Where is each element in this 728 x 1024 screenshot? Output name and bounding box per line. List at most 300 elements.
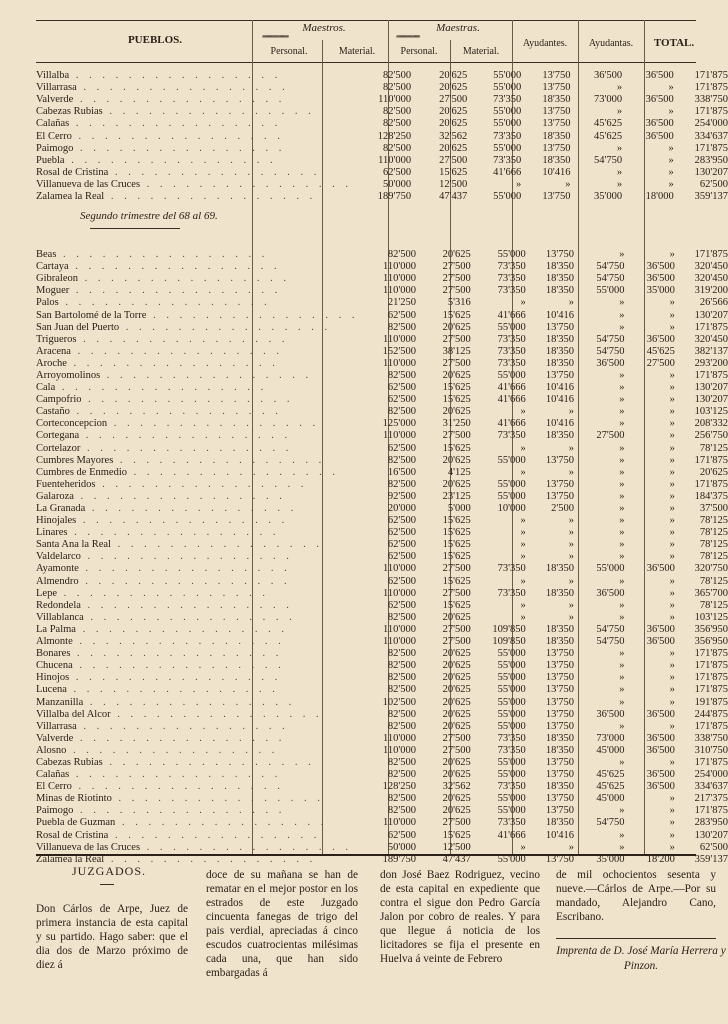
row-town-name xyxy=(36,745,358,757)
cell-value: 54'750 xyxy=(596,636,625,648)
cell-value: 13'750 xyxy=(542,70,571,82)
cell-value: 55'000 xyxy=(497,672,526,684)
cell-value: » xyxy=(669,369,675,381)
cell-value: 55'000 xyxy=(497,648,526,660)
cell-value: » xyxy=(668,142,674,154)
town-name: Villanueva de las Cruces xyxy=(36,841,141,853)
cell-value: » xyxy=(619,454,625,466)
cell-value: 62'500 xyxy=(387,515,416,527)
cell-value: 171'875 xyxy=(694,70,728,82)
cell-value: 55'000 xyxy=(493,142,522,154)
town-name: Cabezas Rubias xyxy=(36,756,103,768)
cell-value: 18'350 xyxy=(542,130,571,142)
town-name: Hinojales xyxy=(36,515,77,527)
cell-value: 36'500 xyxy=(645,94,674,106)
cell-value: 78'125 xyxy=(699,515,728,527)
cell-value: 2'500 xyxy=(551,503,575,515)
cell-value: 54'750 xyxy=(596,273,625,285)
cell-value: 36'500 xyxy=(645,130,674,142)
cell-value: » xyxy=(619,829,625,841)
cell-value: 13'750 xyxy=(545,720,575,732)
cell-value: 36'500 xyxy=(646,623,675,635)
cell-value: 41'666 xyxy=(497,418,526,430)
cell-value: 15'625 xyxy=(442,575,471,587)
cell-value: 20'625 xyxy=(442,696,471,708)
leader-dots: . . . . . . . . . . . . . . . . xyxy=(67,527,280,539)
leader-dots: . . . . . . . . . . . . . . . . xyxy=(102,106,315,118)
cell-value: 256'750 xyxy=(694,430,728,442)
cell-value: 110'000 xyxy=(382,563,416,575)
cell-value: 54'750 xyxy=(596,623,625,635)
cell-value: 82'500 xyxy=(387,611,416,623)
cell-value: 82'500 xyxy=(382,118,412,130)
cell-value: 110'000 xyxy=(382,636,416,648)
juzgados-text-1: Don Cárlos de Arpe, Juez de primera instancia de esta capital y su partido. Hago saber: que el dia dos de Marzo próximo de diez á xyxy=(36,903,188,971)
cell-value: 15'625 xyxy=(442,515,471,527)
table-row xyxy=(36,467,728,479)
cell-value: 41'666 xyxy=(497,394,526,406)
cell-value: 293'200 xyxy=(694,357,728,369)
cell-value: 20'625 xyxy=(442,648,471,660)
cell-value: 130'207 xyxy=(694,309,728,321)
cell-value: » xyxy=(619,503,625,515)
row-town-name xyxy=(36,539,358,551)
cell-value: » xyxy=(669,418,675,430)
table-row xyxy=(36,322,728,334)
cell-value: » xyxy=(568,841,575,853)
cell-value: » xyxy=(669,490,675,502)
cell-value: 73'350 xyxy=(497,587,526,599)
table-row xyxy=(36,612,728,624)
cell-value: 15'625 xyxy=(439,166,468,178)
cell-value: 55'000 xyxy=(493,70,522,82)
juzgados-text-4: de mil ochocientos sesenta y nueve.—Cárlos de Arpe.—Por su mandado, Alejandro Cano, Escribano. xyxy=(556,869,716,923)
town-name: Corteconcepcion xyxy=(36,418,108,430)
table-row xyxy=(36,406,728,418)
table-row xyxy=(36,563,728,575)
table-row xyxy=(36,443,728,455)
cell-value: 18'350 xyxy=(545,587,575,599)
cell-value: » xyxy=(668,106,674,118)
section-title: Segundo trimestre del 68 al 69. xyxy=(80,210,218,222)
cell-value: 45'625 xyxy=(594,118,623,130)
cell-value: 13'750 xyxy=(545,672,575,684)
cell-value: 125'000 xyxy=(382,418,416,430)
cell-value: » xyxy=(669,309,675,321)
leader-dots: . . . . . . . . . . . . . . . . xyxy=(113,454,326,466)
ornament-rule: ªªªªªªªªªªªªªªªªªªªªªªªªªªªª xyxy=(262,34,289,42)
cell-value: 45'625 xyxy=(594,130,623,142)
leader-dots: . . . . . . . . . . . . . . . . xyxy=(111,793,324,805)
cell-value: » xyxy=(616,166,623,178)
cell-value: 54'750 xyxy=(596,817,625,829)
cell-value: 15'625 xyxy=(442,442,471,454)
cell-value: 10'416 xyxy=(545,829,575,841)
leader-dots: . . . . . . . . . . . . . . . . xyxy=(76,720,289,732)
table-row xyxy=(36,624,728,636)
town-name: Calañas xyxy=(36,769,70,781)
cell-value: » xyxy=(669,575,675,587)
cell-value: » xyxy=(616,82,623,94)
row-town-name xyxy=(36,143,352,155)
cell-value: 20'625 xyxy=(442,769,471,781)
leader-dots: . . . . . . . . . . . . . . . . xyxy=(66,684,279,696)
cell-value: 36'500 xyxy=(646,563,675,575)
leader-dots: . . . . . . . . . . . . . . . . xyxy=(146,309,359,321)
leader-dots: . . . . . . . . . . . . . . . . xyxy=(140,178,353,190)
cell-value: 110'000 xyxy=(382,587,416,599)
cell-value: » xyxy=(520,841,526,853)
cell-value: » xyxy=(520,551,526,563)
cell-value: 62'500 xyxy=(387,382,416,394)
cell-value: 130'207 xyxy=(694,394,728,406)
cell-value: 320'450 xyxy=(694,333,728,345)
cell-value: 171'875 xyxy=(694,684,728,696)
cell-value: 36'500 xyxy=(646,732,675,744)
cell-value: 21'250 xyxy=(387,297,416,309)
header-maestros: Maestros. xyxy=(302,22,346,34)
cell-value: 20'625 xyxy=(442,321,471,333)
town-name: Villablanca xyxy=(36,611,84,623)
table-row xyxy=(36,600,728,612)
cell-value: » xyxy=(568,575,575,587)
cell-value: 171'875 xyxy=(694,648,728,660)
leader-dots: . . . . . . . . . . . . . . . . xyxy=(107,418,320,430)
cell-value: 45'000 xyxy=(596,744,625,756)
cell-value: 310'750 xyxy=(694,744,728,756)
cell-value: 73'350 xyxy=(497,563,526,575)
town-name: Almonte xyxy=(36,636,73,648)
row-town-name xyxy=(36,430,358,442)
cell-value: 36'500 xyxy=(596,357,625,369)
table-row xyxy=(36,273,728,285)
cell-value: 45'625 xyxy=(596,781,625,793)
cell-value: » xyxy=(520,539,526,551)
cell-value: 18'350 xyxy=(545,732,575,744)
town-name: Alosno xyxy=(36,744,67,756)
town-name: Paimogo xyxy=(36,142,74,154)
cell-value: 27'500 xyxy=(442,285,471,297)
cell-value: » xyxy=(668,166,674,178)
cell-value: 50'000 xyxy=(387,841,416,853)
cell-value: » xyxy=(619,394,625,406)
cell-value: 13'750 xyxy=(545,853,575,865)
row-town-name xyxy=(36,491,358,503)
leader-dots: . . . . . . . . . . . . . . . . xyxy=(70,345,283,357)
town-name: Redondela xyxy=(36,599,81,611)
cell-value: » xyxy=(619,418,625,430)
row-town-name xyxy=(36,515,358,527)
cell-value: 54'750 xyxy=(596,333,625,345)
cell-value: 27'500 xyxy=(442,623,471,635)
leader-dots: . . . . . . . . . . . . . . . . xyxy=(69,406,282,418)
cell-value: 73'000 xyxy=(594,94,623,106)
table-row xyxy=(36,297,728,309)
cell-value: 184'375 xyxy=(694,490,728,502)
row-town-name xyxy=(36,382,358,394)
row-town-name xyxy=(36,249,358,261)
cell-value: 10'416 xyxy=(542,166,571,178)
town-name: Manzanilla xyxy=(36,696,84,708)
cell-value: 36'500 xyxy=(594,70,623,82)
cell-value: 82'500 xyxy=(387,249,416,261)
cell-value: 130'207 xyxy=(694,382,728,394)
cell-value: 38'125 xyxy=(442,345,471,357)
cell-value: 73'350 xyxy=(497,285,526,297)
town-name: Arroyomolinos xyxy=(36,369,101,381)
cell-value: 27'500 xyxy=(442,732,471,744)
cell-value: 208'332 xyxy=(694,418,728,430)
leader-dots: . . . . . . . . . . . . . . . . xyxy=(115,817,328,829)
cell-value: 171'875 xyxy=(694,142,728,154)
cell-value: 283'950 xyxy=(694,154,728,166)
row-town-name xyxy=(36,757,358,769)
cell-value: 18'350 xyxy=(545,345,575,357)
row-town-name xyxy=(36,479,358,491)
cell-value: 26'566 xyxy=(699,297,728,309)
cell-value: 20'625 xyxy=(442,672,471,684)
cell-value: 382'137 xyxy=(694,345,728,357)
cell-value: 20'625 xyxy=(442,249,471,261)
cell-value: » xyxy=(568,599,575,611)
cell-value: 82'500 xyxy=(382,106,412,118)
cell-value: 78'125 xyxy=(699,539,728,551)
leader-dots: . . . . . . . . . . . . . . . . xyxy=(110,708,323,720)
cell-value: 110'000 xyxy=(382,261,416,273)
cell-value: 50'000 xyxy=(382,178,412,190)
town-name: Villalba del Alcor xyxy=(36,708,111,720)
juzgados-title: JUZGADOS. xyxy=(72,864,147,878)
table-row xyxy=(36,309,728,321)
cell-value: 78'125 xyxy=(699,599,728,611)
cell-value: 55'000 xyxy=(497,660,526,672)
cell-value: 18'350 xyxy=(545,430,575,442)
town-name: Beas xyxy=(36,249,57,261)
cell-value: 338'750 xyxy=(694,94,728,106)
cell-value: 45'000 xyxy=(596,793,625,805)
cell-value: 55'000 xyxy=(493,190,522,202)
cell-value: 55'000 xyxy=(493,118,522,130)
table-row xyxy=(36,430,728,442)
cell-value: » xyxy=(669,442,675,454)
leader-dots: . . . . . . . . . . . . . . . . xyxy=(73,94,286,106)
cell-value: 62'500 xyxy=(387,527,416,539)
cell-value: 338'750 xyxy=(694,732,728,744)
cell-value: » xyxy=(619,382,625,394)
cell-value: 27'500 xyxy=(442,636,471,648)
cell-value: » xyxy=(619,297,625,309)
leader-dots: . . . . . . . . . . . . . . . . xyxy=(83,696,296,708)
cell-value: » xyxy=(669,599,675,611)
cell-value: 10'416 xyxy=(545,418,575,430)
town-name: Villanueva de las Cruces xyxy=(36,178,141,190)
cell-value: 36'500 xyxy=(646,769,675,781)
cell-value: 110'000 xyxy=(382,744,416,756)
cell-value: 20'625 xyxy=(439,142,468,154)
cell-value: » xyxy=(619,442,625,454)
cell-value: 13'750 xyxy=(545,454,575,466)
cell-value: » xyxy=(669,527,675,539)
town-name: Linares xyxy=(36,527,68,539)
cell-value: 189'750 xyxy=(382,853,416,865)
cell-value: » xyxy=(669,478,675,490)
cell-value: 36'500 xyxy=(646,333,675,345)
table-row xyxy=(36,660,728,672)
table-row xyxy=(36,588,728,600)
cell-value: 62'500 xyxy=(699,178,728,190)
cell-value: » xyxy=(619,672,625,684)
table-row xyxy=(36,636,728,648)
leader-dots: . . . . . . . . . . . . . . . . xyxy=(110,539,323,551)
cell-value: 27'500 xyxy=(442,563,471,575)
cell-value: » xyxy=(668,154,674,166)
town-name: Santa Ana la Real xyxy=(36,539,111,551)
cell-value: 13'750 xyxy=(545,660,575,672)
cell-value: » xyxy=(619,478,625,490)
table-row xyxy=(36,684,728,696)
title-dash xyxy=(100,884,114,885)
header-maestras: Maestras. xyxy=(436,22,480,34)
cell-value: 54'750 xyxy=(596,261,625,273)
cell-value: 15'625 xyxy=(442,527,471,539)
leader-dots: . . . . . . . . . . . . . . . . xyxy=(126,466,339,478)
town-name: Villarrasa xyxy=(36,82,77,94)
cell-value: » xyxy=(568,551,575,563)
cell-value: 82'500 xyxy=(387,708,416,720)
cell-value: 73'350 xyxy=(497,781,526,793)
cell-value: 13'750 xyxy=(542,82,571,94)
cell-value: » xyxy=(568,611,575,623)
town-name: Minas de Riotinto xyxy=(36,793,112,805)
cell-value: 55'000 xyxy=(493,106,522,118)
cell-value: » xyxy=(669,454,675,466)
cell-value: 73'350 xyxy=(497,732,526,744)
leader-dots: . . . . . . . . . . . . . . . . xyxy=(75,623,288,635)
cell-value: 334'637 xyxy=(694,781,728,793)
header-bottom-rule xyxy=(36,62,696,63)
table-row xyxy=(36,551,728,563)
cell-value: » xyxy=(669,611,675,623)
town-name: Paimogo xyxy=(36,805,74,817)
town-name: Galaroza xyxy=(36,490,74,502)
leader-dots: . . . . . . . . . . . . . . . . xyxy=(66,744,279,756)
cell-value: 18'350 xyxy=(542,154,571,166)
row-town-name xyxy=(36,588,358,600)
cell-value: 55'000 xyxy=(497,805,526,817)
cell-value: » xyxy=(520,611,526,623)
header-material-1: Material. xyxy=(338,46,376,57)
cell-value: 13'750 xyxy=(545,708,575,720)
cell-value: » xyxy=(669,672,675,684)
cell-value: » xyxy=(568,442,575,454)
cell-value: 20'625 xyxy=(442,611,471,623)
cell-value: 171'875 xyxy=(694,249,728,261)
cell-value: 20'625 xyxy=(442,369,471,381)
cell-value: » xyxy=(669,551,675,563)
town-name: Bonares xyxy=(36,648,71,660)
table-row xyxy=(36,94,728,106)
row-town-name xyxy=(36,527,358,539)
cell-value: 13'750 xyxy=(545,478,575,490)
town-name: Zalamea la Real xyxy=(36,190,105,202)
leader-dots: . . . . . . . . . . . . . . . . xyxy=(68,261,281,273)
cell-value: 18'350 xyxy=(545,333,575,345)
cell-value: 110'000 xyxy=(382,430,416,442)
town-name: Aroche xyxy=(36,357,67,369)
cell-value: » xyxy=(568,539,575,551)
cell-value: » xyxy=(515,178,522,190)
town-name: Aracena xyxy=(36,345,71,357)
cell-value: 36'500 xyxy=(646,636,675,648)
row-town-name xyxy=(36,261,358,273)
town-name: La Palma xyxy=(36,623,76,635)
cell-value: 13'750 xyxy=(545,684,575,696)
cell-value: 62'500 xyxy=(387,829,416,841)
header-total: TOTAL. xyxy=(653,37,695,49)
row-town-name xyxy=(36,443,358,455)
header-pueblos: PUEBLOS. xyxy=(127,34,183,46)
table-row xyxy=(36,648,728,660)
cell-value: 82'500 xyxy=(387,672,416,684)
cell-value: 62'500 xyxy=(387,599,416,611)
cell-value: 73'350 xyxy=(493,94,522,106)
cell-value: 20'625 xyxy=(699,466,728,478)
town-name: El Cerro xyxy=(36,130,72,142)
cell-value: 20'625 xyxy=(439,82,468,94)
cell-value: » xyxy=(619,599,625,611)
cell-value: 73'350 xyxy=(497,744,526,756)
cell-value: 55'000 xyxy=(497,369,526,381)
cell-value: 55'000 xyxy=(497,756,526,768)
cell-value: 27'500 xyxy=(439,154,468,166)
cell-value: 13'750 xyxy=(545,249,575,261)
cell-value: 171'875 xyxy=(694,454,728,466)
row-town-name xyxy=(36,179,352,191)
table-row xyxy=(36,696,728,708)
cell-value: 13'750 xyxy=(545,793,575,805)
town-name: Cabezas Rubias xyxy=(36,106,103,118)
row-town-name xyxy=(36,167,352,179)
leader-dots: . . . . . . . . . . . . . . . . xyxy=(102,756,315,768)
leader-dots: . . . . . . . . . . . . . . . . xyxy=(95,478,308,490)
leader-dots: . . . . . . . . . . . . . . . . xyxy=(73,490,286,502)
cell-value: 55'000 xyxy=(596,563,625,575)
cell-value: 82'500 xyxy=(382,82,412,94)
table-row xyxy=(36,382,728,394)
leader-dots: . . . . . . . . . . . . . . . . xyxy=(73,732,286,744)
cell-value: 62'500 xyxy=(382,166,412,178)
cell-value: 62'500 xyxy=(699,841,728,853)
cell-value: 20'625 xyxy=(442,454,471,466)
cell-value: 130'207 xyxy=(694,166,728,178)
cell-value: 36'500 xyxy=(646,273,675,285)
cell-value: 130'207 xyxy=(694,829,728,841)
row-town-name xyxy=(36,624,358,636)
cell-value: 27'500 xyxy=(442,587,471,599)
table-row xyxy=(36,418,728,430)
row-town-name xyxy=(36,370,358,382)
cell-value: 20'625 xyxy=(442,660,471,672)
row-town-name xyxy=(36,576,358,588)
cell-value: 18'350 xyxy=(545,636,575,648)
cell-value: 36'500 xyxy=(596,708,625,720)
cell-value: 217'375 xyxy=(694,793,728,805)
cell-value: » xyxy=(520,515,526,527)
town-name: Zalamea la Real xyxy=(36,853,105,865)
cell-value: 82'500 xyxy=(387,406,416,418)
cell-value: 36'500 xyxy=(646,781,675,793)
cell-value: 78'125 xyxy=(699,527,728,539)
